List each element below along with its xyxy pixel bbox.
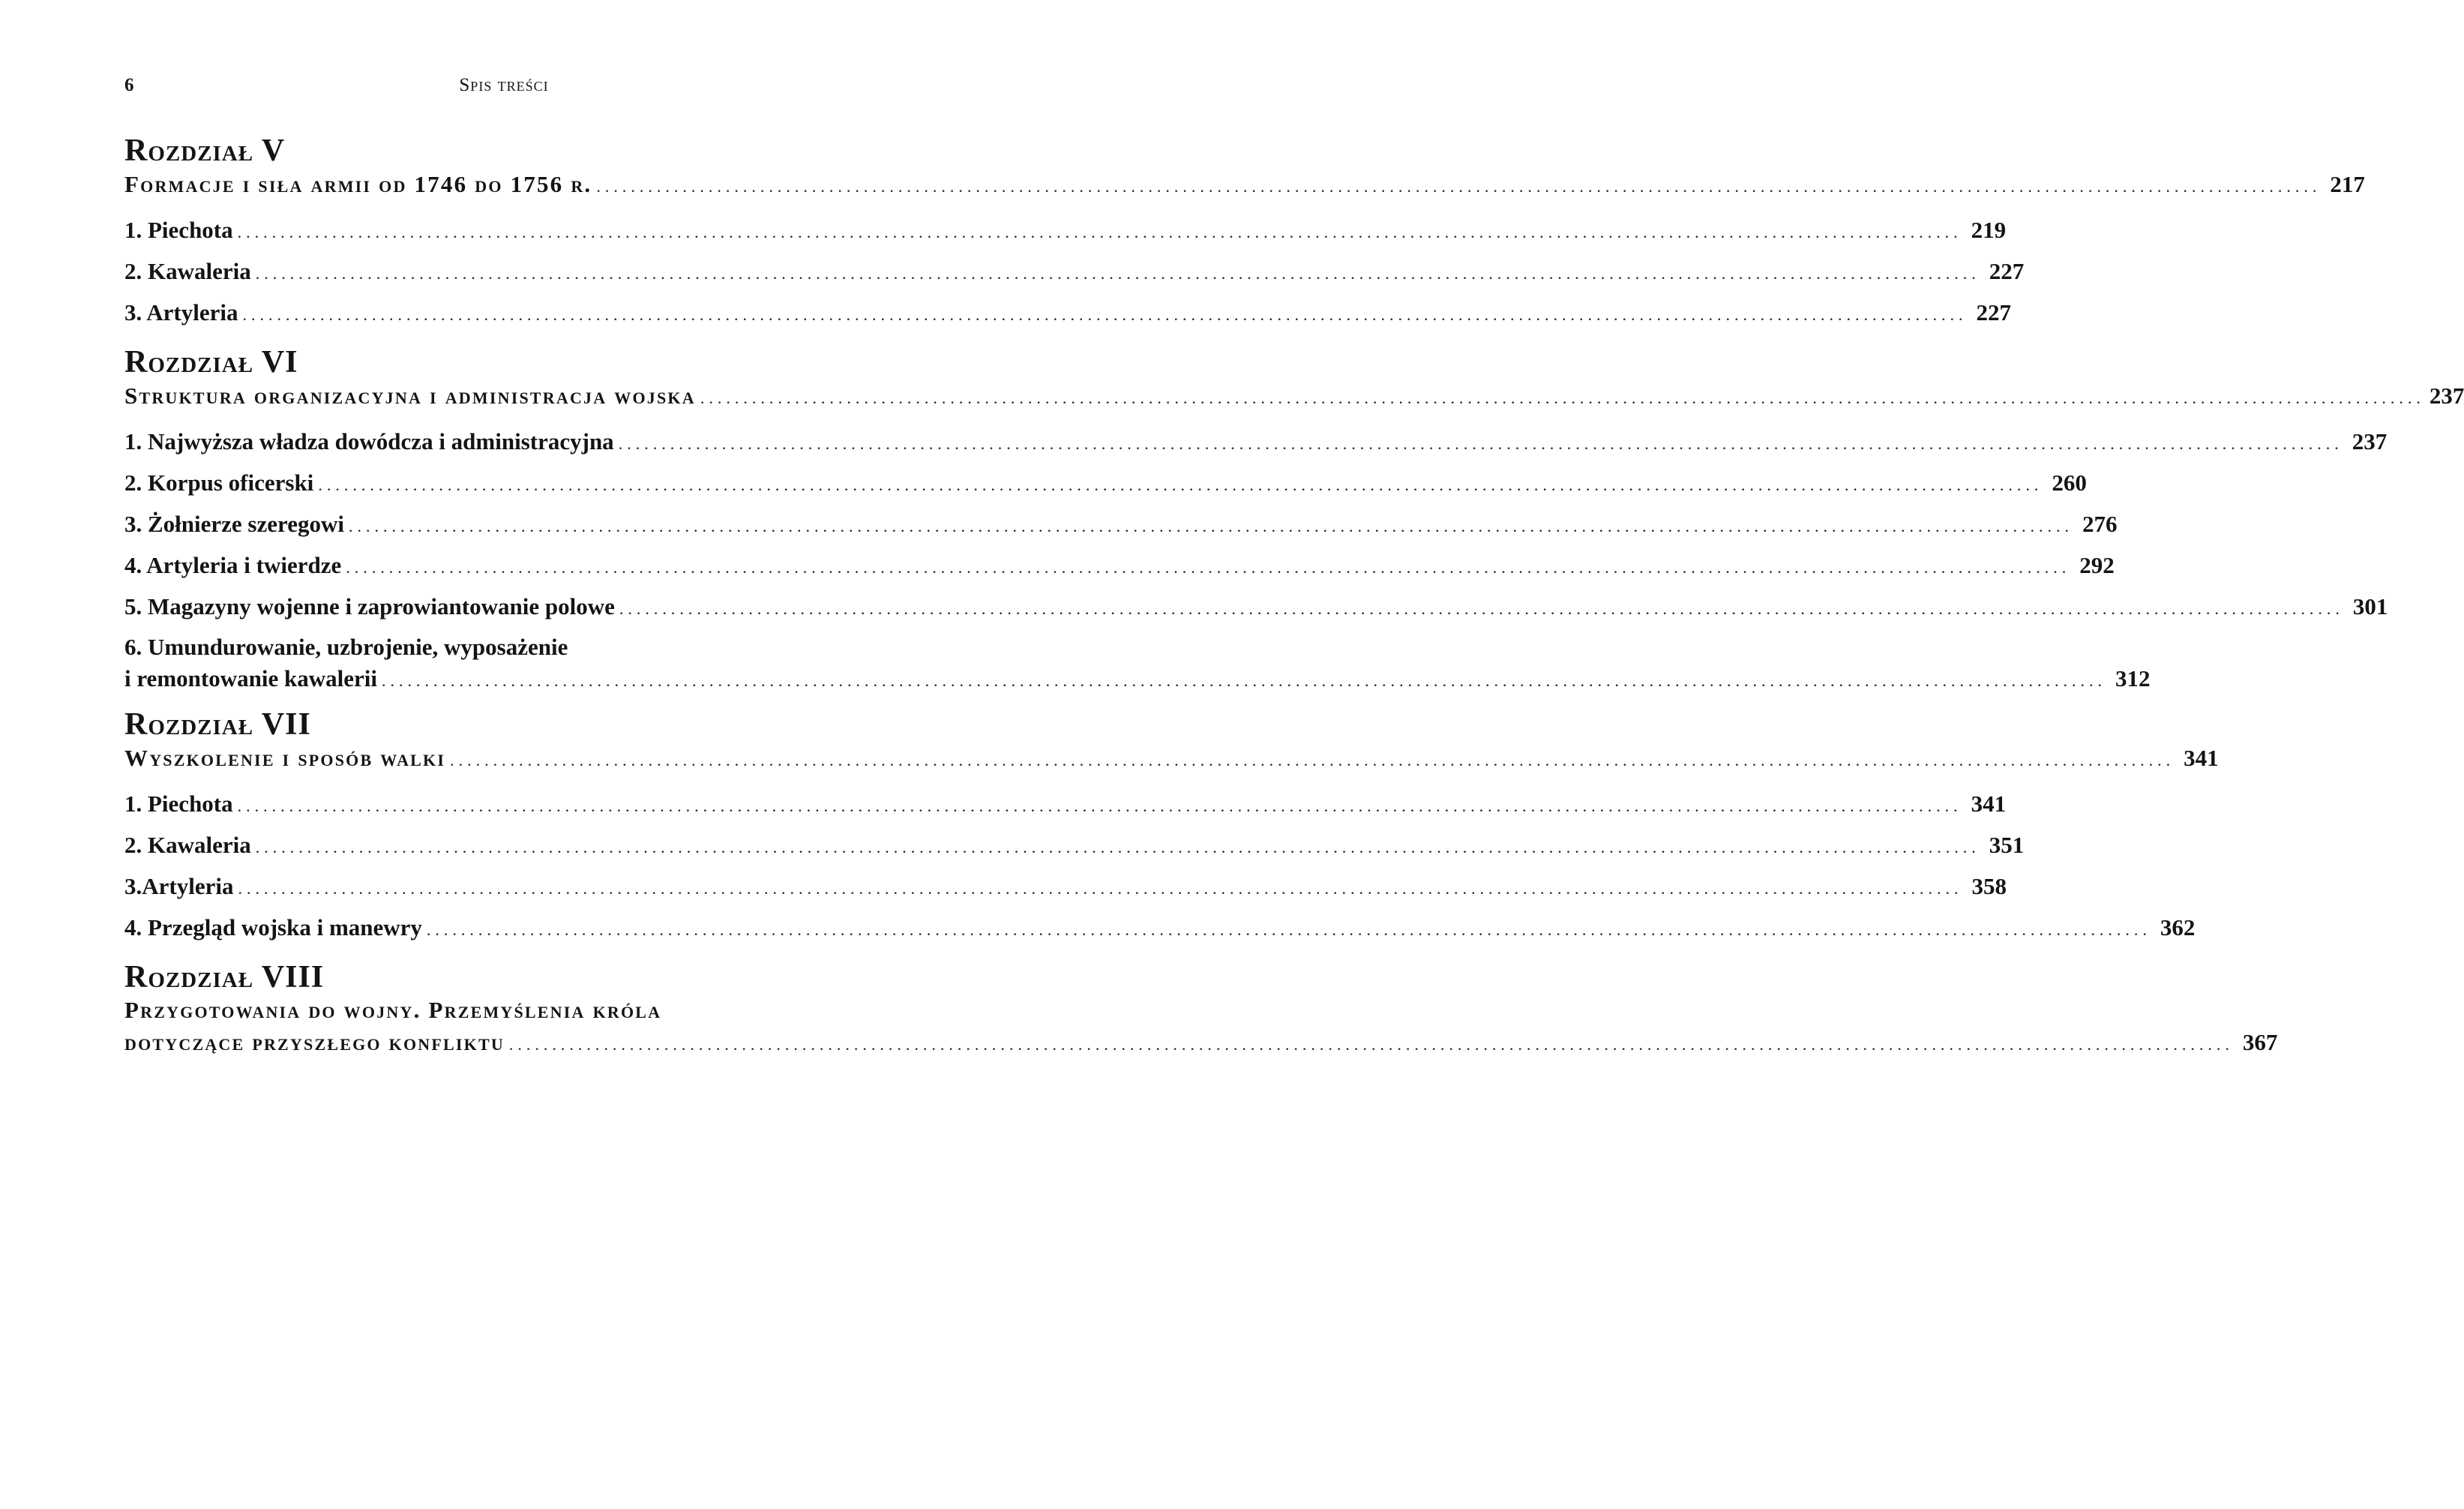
- chapter-7: [124, 707, 2219, 950]
- leader-dots: ........................................................................................................................................................................................................: [255, 264, 1980, 283]
- page-number: 6: [124, 75, 134, 95]
- page-ref: 237: [2429, 382, 2464, 409]
- entry-title: 3. Artyleria: [124, 299, 238, 326]
- page-ref: 351: [1989, 832, 2025, 858]
- chapter-6: [124, 345, 2464, 697]
- leader-dots: ........................................................................................................................................................................................................: [596, 177, 2322, 196]
- page-ref: 341: [2184, 745, 2219, 771]
- leader-dots: ........................................................................................................................................................................................................: [318, 476, 2043, 494]
- page-ref: 367: [2242, 1029, 2278, 1055]
- chapter-label: Rozdział VII: [124, 707, 311, 742]
- page-ref: 227: [1989, 258, 2025, 284]
- page-ref: 217: [2330, 171, 2365, 197]
- chapter-label: Rozdział V: [124, 134, 286, 168]
- toc-entry[interactable]: [124, 587, 2388, 628]
- page-ref: 260: [2052, 470, 2087, 496]
- entry-title: 4. Artyleria i twierdze: [124, 552, 342, 578]
- page-ref: 341: [1971, 790, 2007, 817]
- page-ref: 312: [2115, 665, 2151, 692]
- chapter-label: Rozdział VIII: [124, 960, 325, 994]
- entry-title: 1. Piechota: [124, 217, 233, 243]
- toc-entry[interactable]: [124, 546, 2115, 587]
- page-ref: 276: [2082, 511, 2118, 537]
- page-ref: 301: [2352, 593, 2388, 620]
- running-title: Spis treści: [459, 75, 549, 95]
- entry-title: 3. Żołnierze szeregowi: [124, 511, 344, 537]
- chapter-title-line1: Przygotowania do wojny. Przemyślenia króla: [124, 997, 662, 1023]
- page-ref: 237: [2352, 428, 2388, 454]
- entry-title: 3.Artyleria: [124, 873, 234, 899]
- leader-dots: ........................................................................................................................................................................................................: [255, 838, 1980, 856]
- leader-dots: ........................................................................................................................................................................................................: [508, 1035, 2234, 1054]
- entry-title: 4. Przegląd wojska i manewry: [124, 914, 422, 940]
- toc-entry[interactable]: [124, 422, 2388, 464]
- entry-title-line2: i remontowanie kawalerii: [124, 665, 377, 692]
- chapter-label: Rozdział VI: [124, 345, 298, 380]
- chapter-title-row[interactable]: [124, 1026, 2278, 1061]
- entry-title: 5. Magazyny wojenne i zaprowiantowanie polowe: [124, 593, 615, 620]
- leader-dots: ........................................................................................................................................................................................................: [450, 751, 2175, 770]
- entry-title-line1: 6. Umundurowanie, uzbrojenie, wyposażenie: [124, 634, 568, 660]
- leader-dots: ........................................................................................................................................................................................................: [238, 879, 1963, 898]
- chapter-title-line2: dotyczące przyszłego konfliktu: [124, 1029, 505, 1055]
- chapter-title: Formacje i siła armii od 1746 do 1756 r.: [124, 171, 592, 197]
- toc-entry[interactable]: [124, 211, 2007, 252]
- chapter-title-row[interactable]: [124, 742, 2219, 777]
- leader-dots: ........................................................................................................................................................................................................: [426, 920, 2151, 939]
- toc-entry[interactable]: [124, 908, 2196, 950]
- page-ref: 219: [1971, 217, 2007, 243]
- page-ref: 362: [2160, 914, 2196, 940]
- toc-entry[interactable]: [124, 293, 2012, 334]
- toc-entry-multiline[interactable]: [124, 628, 2151, 697]
- leader-dots: ........................................................................................................................................................................................................: [237, 223, 1962, 242]
- page-ref: 292: [2079, 552, 2115, 578]
- entry-title: 1. Najwyższa władza dowódcza i administracyjna: [124, 428, 614, 454]
- page-ref: 358: [1971, 873, 2007, 899]
- chapter-title: Struktura organizacyjna i administracja wojska: [124, 382, 696, 409]
- chapter-5: [124, 134, 2365, 334]
- page-ref: 227: [1976, 299, 2012, 326]
- toc-entry[interactable]: [124, 464, 2087, 505]
- leader-dots: ........................................................................................................................................................................................................: [381, 671, 2106, 690]
- toc-entry[interactable]: [124, 826, 2025, 867]
- toc-entry[interactable]: [124, 867, 2007, 908]
- leader-dots: ........................................................................................................................................................................................................: [348, 517, 2073, 536]
- leader-dots: ........................................................................................................................................................................................................: [700, 388, 2425, 407]
- entry-title: 1. Piechota: [124, 790, 233, 817]
- chapter-title: Wyszkolenie i sposób walki: [124, 745, 446, 771]
- toc-entry[interactable]: [124, 252, 2025, 293]
- entry-title: 2. Kawaleria: [124, 832, 251, 858]
- leader-dots: ........................................................................................................................................................................................................: [237, 796, 1962, 815]
- chapter-title-row[interactable]: [124, 380, 2464, 415]
- entry-title: 2. Korpus oficerski: [124, 470, 314, 496]
- leader-dots: ........................................................................................................................................................................................................: [242, 305, 1968, 324]
- leader-dots: ........................................................................................................................................................................................................: [618, 434, 2343, 453]
- toc-entry[interactable]: [124, 505, 2118, 546]
- entry-title: 2. Kawaleria: [124, 258, 251, 284]
- chapter-8: [124, 960, 2278, 1061]
- leader-dots: ........................................................................................................................................................................................................: [619, 599, 2344, 618]
- running-head: [124, 75, 883, 105]
- leader-dots: ........................................................................................................................................................................................................: [346, 558, 2071, 577]
- chapter-title-row[interactable]: [124, 168, 2365, 203]
- toc-entry[interactable]: [124, 784, 2007, 826]
- table-of-contents: [124, 134, 2464, 1072]
